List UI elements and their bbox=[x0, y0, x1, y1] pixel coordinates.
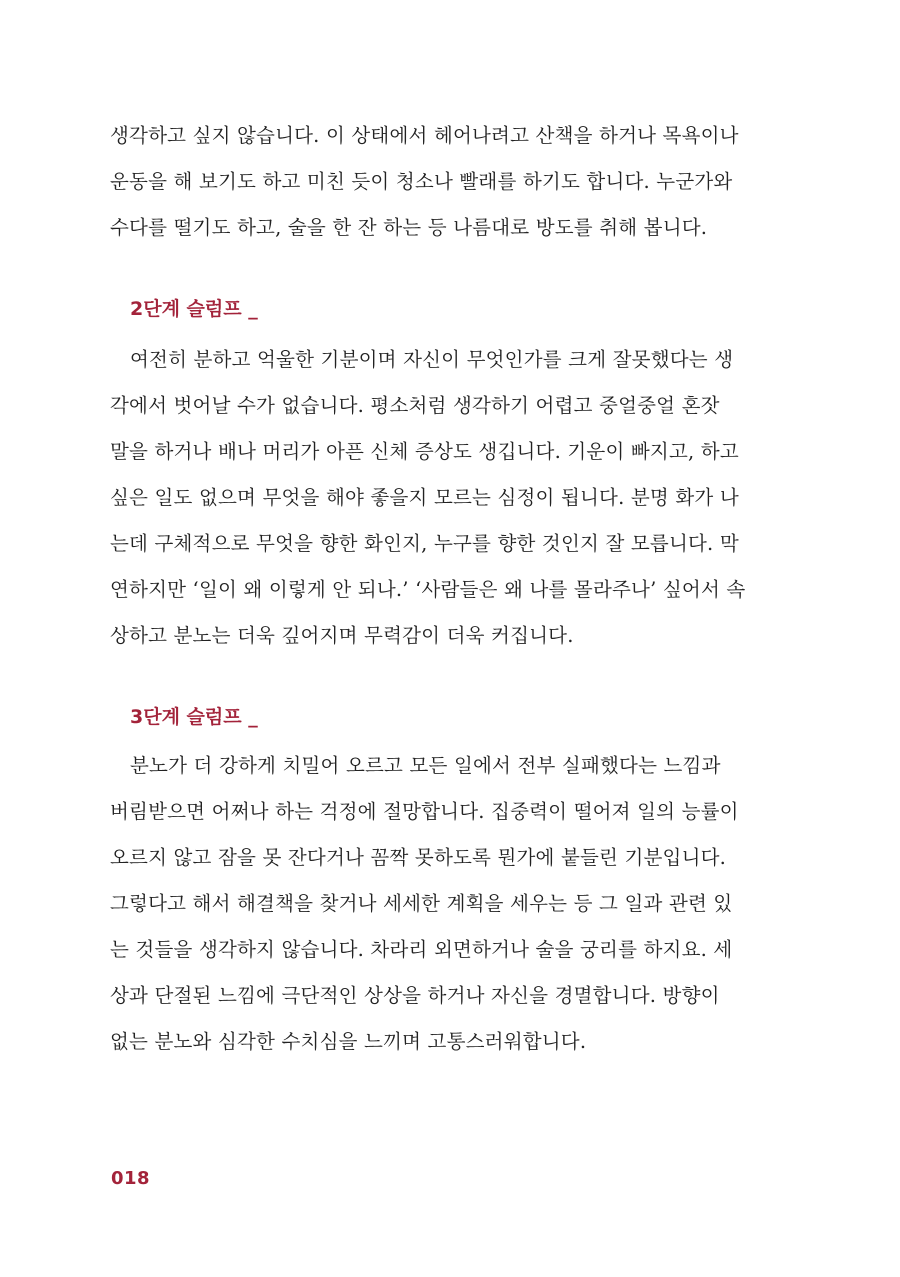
paragraph-line: 각에서 벗어날 수가 없습니다. 평소처럼 생각하기 어렵고 중얼중얼 혼잣 bbox=[110, 394, 720, 417]
paragraph-line: 분노가 더 강하게 치밀어 오르고 모든 일에서 전부 실패했다는 느낌과 bbox=[130, 754, 721, 777]
paragraph-line: 없는 분노와 심각한 수치심을 느끼며 고통스러워합니다. bbox=[110, 1030, 587, 1053]
paragraph-line: 는데 구체적으로 무엇을 향한 화인지, 누구를 향한 것인지 잘 모릅니다. 막 bbox=[110, 532, 739, 555]
paragraph-line: 상과 단절된 느낌에 극단적인 상상을 하거나 자신을 경멸합니다. 방향이 bbox=[110, 984, 720, 1007]
paragraph-line: 버림받으면 어쩌나 하는 걱정에 절망합니다. 집중력이 떨어져 일의 능률이 bbox=[110, 800, 739, 823]
paragraph-line: 말을 하거나 배나 머리가 아픈 신체 증상도 생깁니다. 기운이 빠지고, 하고 bbox=[110, 440, 739, 463]
intro-paragraph bbox=[110, 113, 750, 251]
section-heading-stage-3: 3단계 슬럼프 _ bbox=[130, 706, 258, 728]
paragraph-line: 연하지만 ‘일이 왜 이렇게 안 되나.’ ‘사람들은 왜 나를 몰라주나’ 싶어서 속 bbox=[110, 578, 746, 601]
paragraph-line: 싶은 일도 없으며 무엇을 해야 좋을지 모르는 심정이 됩니다. 분명 화가 나 bbox=[110, 486, 739, 509]
stage-3-paragraph bbox=[110, 743, 750, 1065]
section-heading-stage-2: 2단계 슬럼프 _ bbox=[130, 298, 258, 320]
paragraph-line: 여전히 분하고 억울한 기분이며 자신이 무엇인가를 크게 잘못했다는 생 bbox=[130, 348, 734, 371]
paragraph-line: 운동을 해 보기도 하고 미친 듯이 청소나 빨래를 하기도 합니다. 누군가와 bbox=[110, 170, 733, 193]
paragraph-line: 생각하고 싶지 않습니다. 이 상태에서 헤어나려고 산책을 하거나 목욕이나 bbox=[110, 124, 739, 147]
paragraph-line: 는 것들을 생각하지 않습니다. 차라리 외면하거나 술을 궁리를 하지요. 세 bbox=[110, 938, 733, 961]
paragraph-line: 그렇다고 해서 해결책을 찾거나 세세한 계획을 세우는 등 그 일과 관련 있 bbox=[110, 892, 733, 915]
paragraph-line: 수다를 떨기도 하고, 술을 한 잔 하는 등 나름대로 방도를 취해 봅니다. bbox=[110, 216, 708, 239]
page-number: 018 bbox=[111, 1168, 151, 1189]
paragraph-line: 오르지 않고 잠을 못 잔다거나 꼼짝 못하도록 뭔가에 붙들린 기분입니다. bbox=[110, 846, 727, 869]
paragraph-line: 상하고 분노는 더욱 깊어지며 무력감이 더욱 커집니다. bbox=[110, 624, 574, 647]
stage-2-paragraph bbox=[110, 337, 750, 659]
